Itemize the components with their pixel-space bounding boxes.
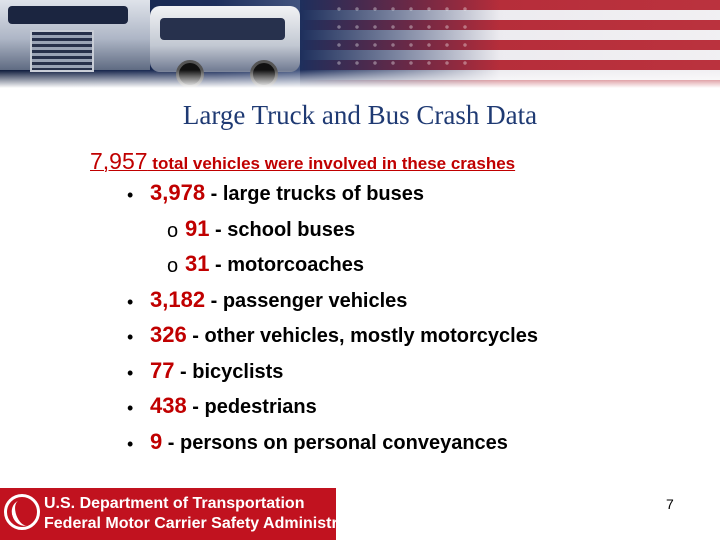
slide-title: Large Truck and Bus Crash Data (182, 100, 538, 130)
bullet-icon: • (127, 362, 134, 383)
item-number: 77 - bicyclists (150, 357, 284, 383)
total-vehicles-line (90, 148, 515, 175)
item-text: - bicyclists (174, 360, 284, 383)
bullet-icon: • (127, 433, 134, 454)
circle-bullet-icon: o (167, 255, 179, 277)
flag-stars (330, 0, 470, 70)
total-number: 7,957 (90, 148, 148, 174)
bullet-icon: • (127, 185, 134, 205)
total-text: total vehicles were involved in these crashes (147, 154, 516, 173)
header-banner (0, 0, 720, 88)
item-number: 9 - persons on personal conveyances (150, 428, 508, 454)
page-number: 7 (666, 496, 674, 512)
item-text: - large trucks of buses (205, 183, 425, 205)
item-text: - other vehicles, mostly motorcycles (186, 325, 538, 347)
item-number: 3,182 - passenger vehicles (150, 286, 408, 312)
bullet-icon: • (127, 398, 134, 418)
bus-windows (160, 18, 285, 40)
sub-item-text: - school buses (209, 218, 356, 241)
truck-grille (30, 30, 94, 72)
bullet-icon: • (127, 327, 134, 347)
banner-fade (0, 70, 720, 88)
bullet-icon: • (127, 291, 134, 312)
item-text: - pedestrians (186, 396, 317, 418)
item-number: 3,978 - large trucks of buses (150, 180, 425, 205)
footer-department: U.S. Department of Transportation (44, 495, 305, 512)
item-number: 438 - pedestrians (150, 393, 317, 418)
sub-item-text: - motorcoaches (209, 254, 364, 276)
item-text: - persons on personal conveyances (162, 431, 508, 454)
truck-windshield (8, 6, 128, 24)
item-number: 326 - other vehicles, mostly motorcycles (150, 322, 538, 347)
item-text: - passenger vehicles (205, 289, 408, 312)
footer-agency: Federal Motor Carrier Safety Administration (44, 515, 376, 532)
sub-item-number: 31 - motorcoaches (185, 251, 364, 276)
circle-bullet-icon: o (167, 219, 179, 242)
sub-item-number: 91 - school buses (185, 215, 356, 241)
